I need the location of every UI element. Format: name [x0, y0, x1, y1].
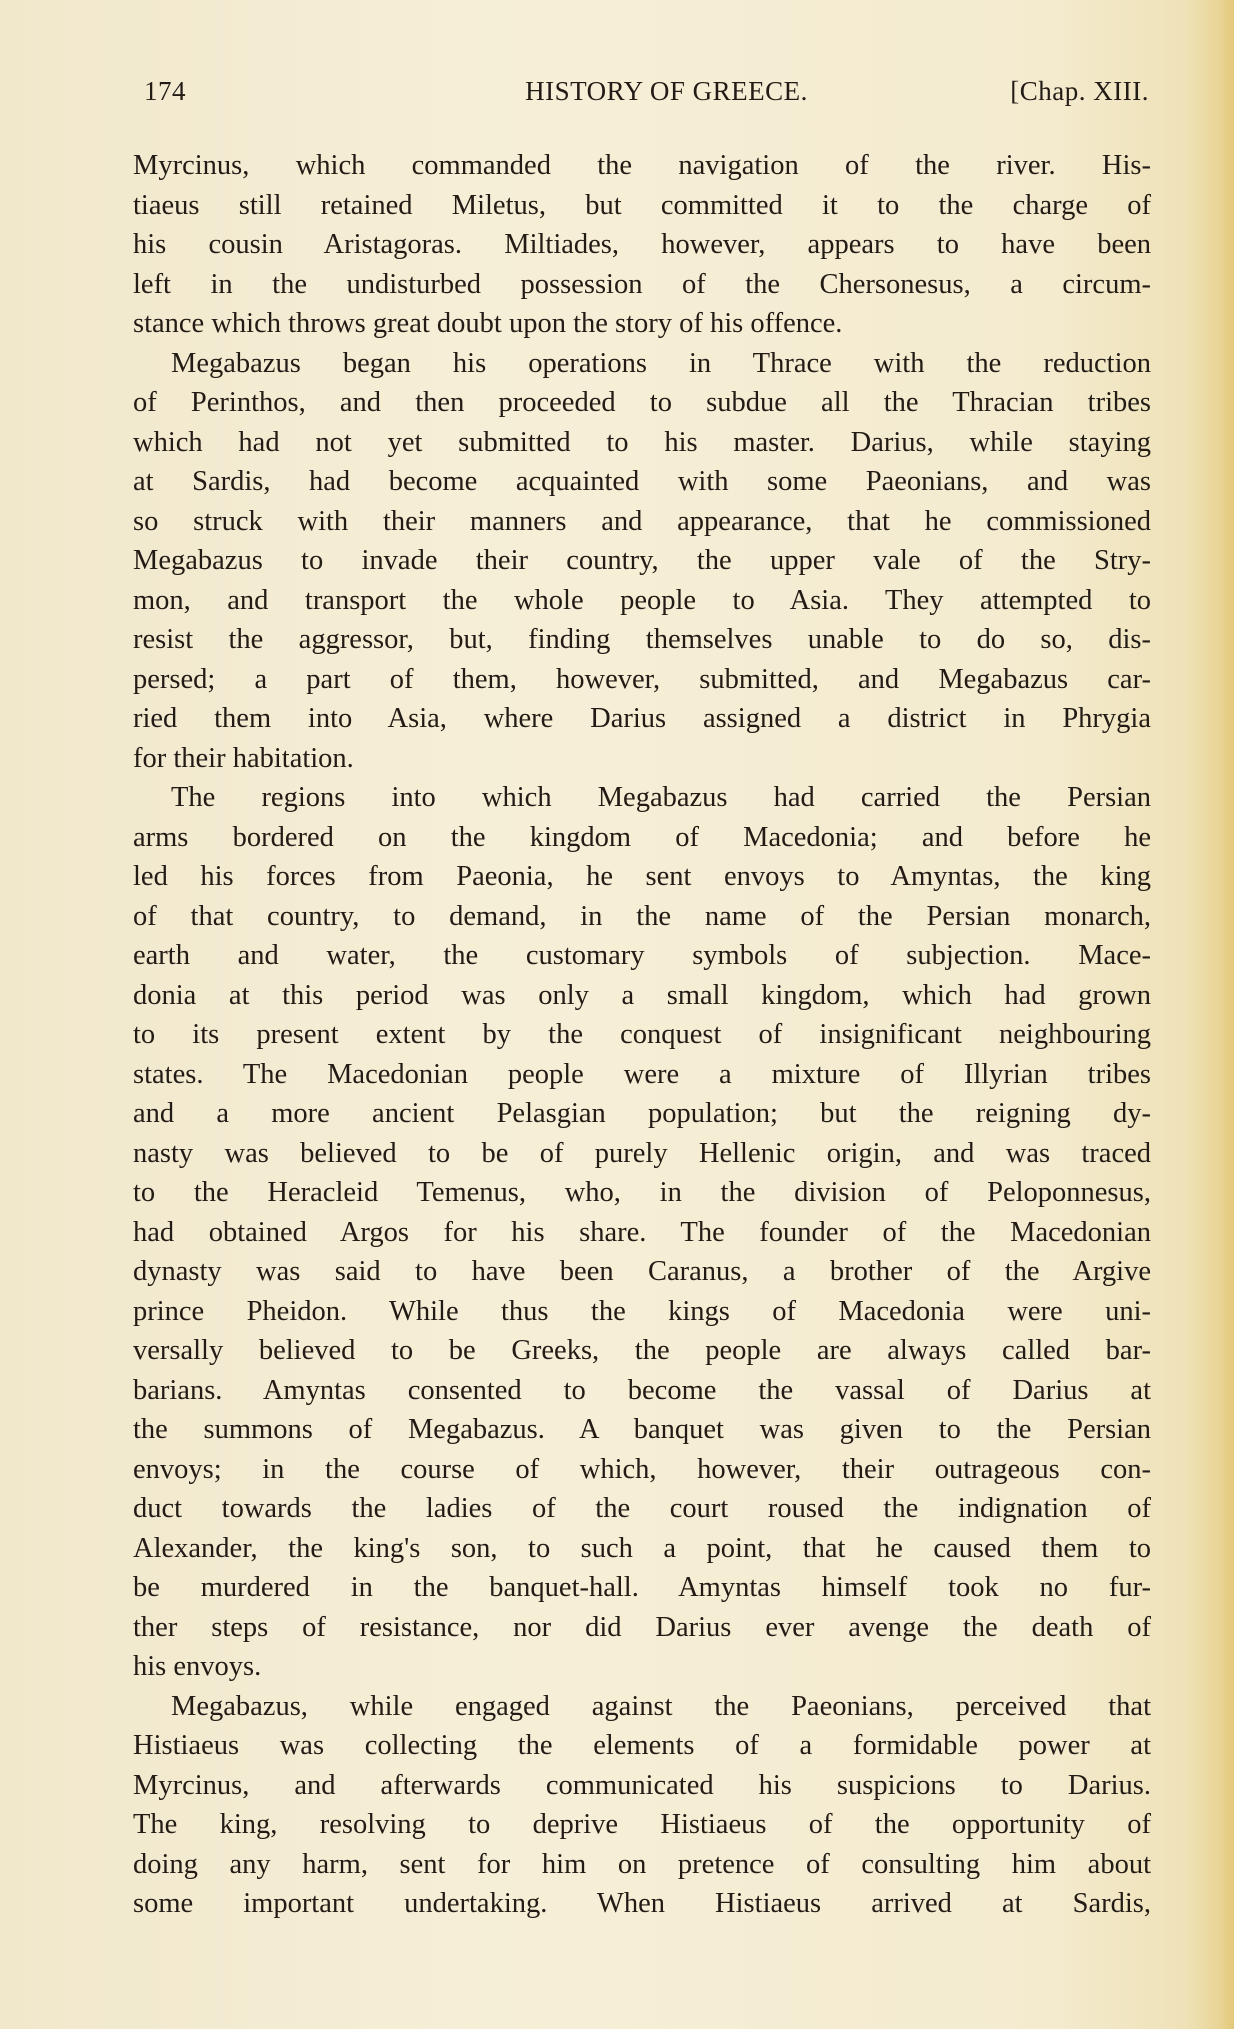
- text-line: The king, resolving to deprive Histiaeus of the opportunity of: [133, 1809, 1151, 1840]
- text-line: Alexander, the king's son, to such a point, that he caused them to: [133, 1532, 1151, 1564]
- text-line: Megabazus to invade their country, the upper vale of the Stry-: [133, 545, 1151, 576]
- text-line: ther steps of resistance, nor did Darius ever avenge the death of: [133, 1611, 1151, 1643]
- text-line: left in the undisturbed possession of the Chersonesus, a circum-: [133, 268, 1151, 300]
- text-line: Histiaeus was collecting the elements of a formidable power at: [133, 1730, 1151, 1761]
- text-line: donia at this period was only a small kingdom, which had grown: [133, 979, 1151, 1011]
- page-number: 174: [144, 76, 186, 106]
- text-line: versally believed to be Greeks, the people are always called bar-: [133, 1335, 1151, 1366]
- text-line: ried them into Asia, where Darius assigned a district in Phrygia: [133, 703, 1151, 734]
- text-line: so struck with their manners and appearance, that he commissioned: [133, 505, 1151, 537]
- text-line: tiaeus still retained Miletus, but committed it to the charge of: [133, 189, 1151, 221]
- text-line: earth and water, the customary symbols of subjection. Mace-: [133, 940, 1151, 971]
- text-line: at Sardis, had become acquainted with some Paeonians, and was: [133, 466, 1151, 497]
- text-line: Myrcinus, and afterwards communicated his suspicions to Darius.: [133, 1769, 1151, 1801]
- text-line: persed; a part of them, however, submitted, and Megabazus car-: [133, 663, 1151, 695]
- text-line: stance which throws great doubt upon the story of his offence.: [133, 308, 843, 339]
- text-line: and a more ancient Pelasgian population; but the reigning dy-: [133, 1098, 1151, 1129]
- text-line: arms bordered on the kingdom of Macedonia; and before he: [133, 821, 1151, 853]
- text-line: led his forces from Paeonia, he sent envoys to Amyntas, the king: [133, 861, 1151, 892]
- text-line: barians. Amyntas consented to become the vassal of Darius at: [133, 1374, 1151, 1406]
- running-title: HISTORY OF GREECE.: [525, 76, 808, 106]
- text-line: be murdered in the banquet-hall. Amyntas himself took no fur-: [133, 1572, 1151, 1603]
- text-line: some important undertaking. When Histiaeus arrived at Sardis,: [133, 1888, 1151, 1919]
- text-line: his envoys.: [133, 1651, 262, 1682]
- page-edge-shading: [1220, 0, 1234, 2029]
- text-line: of Perinthos, and then proceeded to subdue all the Thracian tribes: [133, 387, 1151, 418]
- text-line: envoys; in the course of which, however, their outrageous con-: [133, 1453, 1151, 1485]
- text-line: mon, and transport the whole people to Asia. They attempted to: [133, 584, 1151, 616]
- text-line: his cousin Aristagoras. Miltiades, however, appears to have been: [133, 229, 1151, 260]
- text-line: Megabazus, while engaged against the Paeonians, perceived that: [171, 1690, 1151, 1722]
- text-line: states. The Macedonian people were a mixture of Illyrian tribes: [133, 1058, 1151, 1090]
- text-line: dynasty was said to have been Caranus, a brother of the Argive: [133, 1256, 1151, 1287]
- text-line: prince Pheidon. While thus the kings of Macedonia were uni-: [133, 1295, 1151, 1327]
- running-header: [144, 76, 1149, 112]
- text-line: to the Heracleid Temenus, who, in the division of Peloponnesus,: [133, 1177, 1151, 1208]
- text-line: the summons of Megabazus. A banquet was given to the Persian: [133, 1414, 1151, 1445]
- text-line: Megabazus began his operations in Thrace with the reduction: [171, 347, 1151, 379]
- text-line: Myrcinus, which commanded the navigation of the river. His-: [133, 150, 1151, 181]
- text-line: had obtained Argos for his share. The founder of the Macedonian: [133, 1216, 1151, 1248]
- body-text: [133, 146, 1151, 1924]
- text-line: doing any harm, sent for him on pretence of consulting him about: [133, 1848, 1151, 1880]
- text-line: The regions into which Megabazus had carried the Persian: [171, 782, 1151, 813]
- text-line: resist the aggressor, but, finding themselves unable to do so, dis-: [133, 624, 1151, 655]
- text-line: of that country, to demand, in the name of the Persian monarch,: [133, 900, 1151, 932]
- text-line: nasty was believed to be of purely Hellenic origin, and was traced: [133, 1137, 1151, 1169]
- text-line: for their habitation.: [133, 742, 354, 774]
- text-line: to its present extent by the conquest of insignificant neighbouring: [133, 1019, 1151, 1050]
- text-line: duct towards the ladies of the court roused the indignation of: [133, 1493, 1151, 1524]
- chapter-reference: [Chap. XIII.: [1010, 76, 1149, 106]
- text-line: which had not yet submitted to his master. Darius, while staying: [133, 426, 1151, 458]
